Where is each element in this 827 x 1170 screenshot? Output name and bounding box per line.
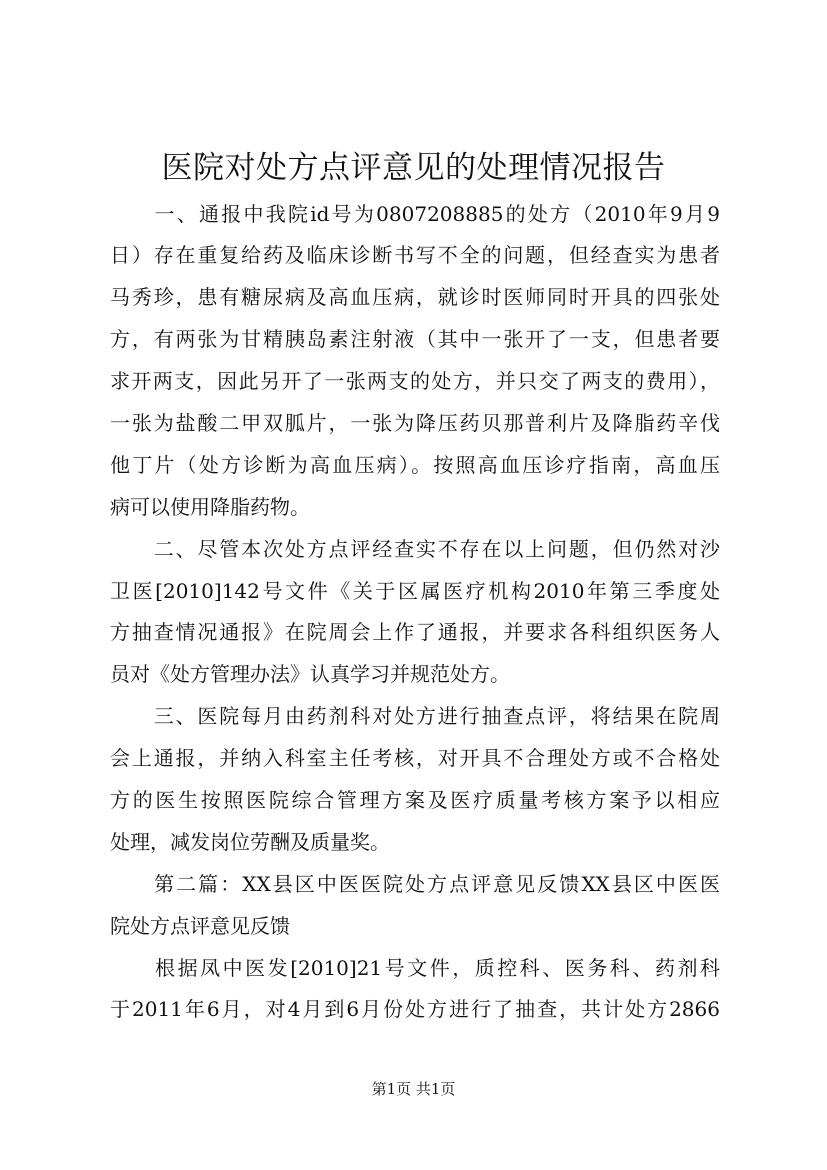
body-line-18: 院处方点评意见反馈 [110, 914, 290, 938]
body-line-6: 一张为盐酸二甲双胍片，一张为降压药贝那普利片及降脂药辛伐 [110, 411, 720, 435]
body-line-7: 他丁片（处方诊断为高血压病）。按照高血压诊疗指南，高血压 [110, 453, 720, 477]
body-line-5: 求开两支，因此另开了一张两支的处方，并只交了两支的费用）， [110, 369, 720, 393]
body-line-11: 方抽查情况通报》在院周会上作了通报，并要求各科组织医务人 [110, 620, 720, 644]
body-line-15: 方的医生按照医院综合管理方案及医疗质量考核方案予以相应 [110, 788, 720, 812]
document-title: 医院对处方点评意见的处理情况报告 [161, 150, 666, 186]
body-line-9: 二、尽管本次处方点评经查实不存在以上问题，但仍然对沙 [110, 537, 720, 561]
body-line-10: 卫医[2010]142号文件《关于区属医疗机构2010年第三季度处 [110, 579, 720, 603]
body-line-8: 病可以使用降脂药物。 [110, 495, 310, 519]
body-line-16: 处理，减发岗位劳酬及质量奖。 [110, 830, 390, 854]
body-line-3: 马秀珍，患有糖尿病及高血压病，就诊时医师同时开具的四张处 [110, 285, 720, 309]
body-line-13: 三、医院每月由药剂科对处方进行抽查点评，将结果在院周 [110, 704, 720, 728]
body-line-17: 第二篇：XX县区中医医院处方点评意见反馈XX县区中医医 [110, 872, 720, 896]
body-line-19: 根据凤中医发[2010]21号文件，质控科、医务科、药剂科 [110, 956, 720, 980]
body-line-12: 员对《处方管理办法》认真学习并规范处方。 [110, 662, 510, 686]
body-line-4: 方，有两张为甘精胰岛素注射液（其中一张开了一支，但患者要 [110, 327, 720, 351]
body-line-14: 会上通报，并纳入科室主任考核，对开具不合理处方或不合格处 [110, 746, 720, 770]
body-line-1: 一、通报中我院id号为0807208885的处方（2010年9月9 [110, 202, 720, 226]
body-line-2: 日）存在重复给药及临床诊断书写不全的问题，但经查实为患者 [110, 243, 720, 267]
body-line-20: 于2011年6月，对4月到6月份处方进行了抽查，共计处方2866 [110, 997, 720, 1021]
page-footer: 第1页 共1页 [371, 1080, 456, 1098]
